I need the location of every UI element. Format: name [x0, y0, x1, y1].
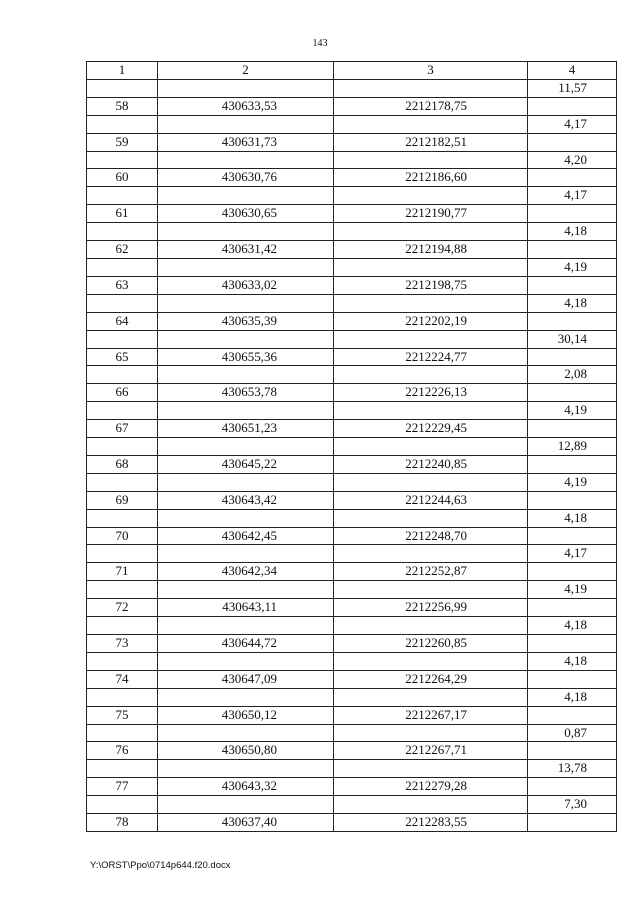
- table-row: [87, 97, 617, 115]
- distance-cell: 4,19: [528, 402, 617, 420]
- table-row: [87, 223, 617, 241]
- x-coordinate-cell: [158, 330, 334, 348]
- point-number-cell: [87, 258, 158, 276]
- point-number-cell: 69: [87, 491, 158, 509]
- x-coordinate-cell: 430655,36: [158, 348, 334, 366]
- distance-cell: [528, 814, 617, 832]
- x-coordinate-cell: [158, 115, 334, 133]
- table-row: [87, 330, 617, 348]
- point-number-cell: 72: [87, 599, 158, 617]
- y-coordinate-cell: 2212267,71: [334, 742, 528, 760]
- header-col-4: 4: [528, 62, 617, 80]
- y-coordinate-cell: 2212240,85: [334, 455, 528, 473]
- x-coordinate-cell: 430643,11: [158, 599, 334, 617]
- x-coordinate-cell: 430650,80: [158, 742, 334, 760]
- x-coordinate-cell: [158, 796, 334, 814]
- y-coordinate-cell: [334, 438, 528, 456]
- table-row: [87, 652, 617, 670]
- point-number-cell: 67: [87, 420, 158, 438]
- table-row: [87, 366, 617, 384]
- x-coordinate-cell: [158, 509, 334, 527]
- distance-cell: [528, 706, 617, 724]
- distance-cell: [528, 384, 617, 402]
- table-row: [87, 205, 617, 223]
- point-number-cell: [87, 617, 158, 635]
- table-row: [87, 294, 617, 312]
- y-coordinate-cell: [334, 473, 528, 491]
- y-coordinate-cell: 2212202,19: [334, 312, 528, 330]
- table-row: [87, 760, 617, 778]
- table-row: [87, 258, 617, 276]
- y-coordinate-cell: 2212194,88: [334, 241, 528, 259]
- distance-cell: 4,19: [528, 258, 617, 276]
- y-coordinate-cell: 2212182,51: [334, 133, 528, 151]
- y-coordinate-cell: 2212224,77: [334, 348, 528, 366]
- x-coordinate-cell: [158, 688, 334, 706]
- x-coordinate-cell: 430633,53: [158, 97, 334, 115]
- table-row: [87, 187, 617, 205]
- table-row: [87, 509, 617, 527]
- point-number-cell: 60: [87, 169, 158, 187]
- y-coordinate-cell: [334, 724, 528, 742]
- point-number-cell: [87, 151, 158, 169]
- table-row: [87, 599, 617, 617]
- table-row: [87, 545, 617, 563]
- distance-cell: [528, 742, 617, 760]
- distance-cell: [528, 778, 617, 796]
- x-coordinate-cell: [158, 402, 334, 420]
- point-number-cell: [87, 724, 158, 742]
- point-number-cell: [87, 581, 158, 599]
- x-coordinate-cell: [158, 258, 334, 276]
- distance-cell: [528, 312, 617, 330]
- point-number-cell: 66: [87, 384, 158, 402]
- distance-cell: [528, 241, 617, 259]
- point-number-cell: [87, 438, 158, 456]
- y-coordinate-cell: 2212256,99: [334, 599, 528, 617]
- table-row: [87, 79, 617, 97]
- table-row: [87, 402, 617, 420]
- distance-cell: [528, 563, 617, 581]
- table-row: [87, 241, 617, 259]
- table-row: [87, 169, 617, 187]
- x-coordinate-cell: 430630,76: [158, 169, 334, 187]
- x-coordinate-cell: 430647,09: [158, 670, 334, 688]
- distance-cell: 30,14: [528, 330, 617, 348]
- point-number-cell: 71: [87, 563, 158, 581]
- distance-cell: 12,89: [528, 438, 617, 456]
- y-coordinate-cell: [334, 545, 528, 563]
- distance-cell: 4,18: [528, 652, 617, 670]
- distance-cell: [528, 348, 617, 366]
- x-coordinate-cell: 430650,12: [158, 706, 334, 724]
- y-coordinate-cell: [334, 402, 528, 420]
- x-coordinate-cell: 430643,32: [158, 778, 334, 796]
- table-row: [87, 742, 617, 760]
- page-number: 143: [312, 38, 328, 49]
- distance-cell: [528, 527, 617, 545]
- distance-cell: 4,17: [528, 545, 617, 563]
- point-number-cell: [87, 509, 158, 527]
- y-coordinate-cell: [334, 115, 528, 133]
- x-coordinate-cell: 430633,02: [158, 276, 334, 294]
- y-coordinate-cell: 2212248,70: [334, 527, 528, 545]
- distance-cell: 4,18: [528, 509, 617, 527]
- footer-file-path: Y:\ORST\Ppo\0714p644.f20.docx: [90, 860, 231, 871]
- distance-cell: 4,17: [528, 115, 617, 133]
- distance-cell: [528, 491, 617, 509]
- point-number-cell: 68: [87, 455, 158, 473]
- table-row: [87, 563, 617, 581]
- point-number-cell: 76: [87, 742, 158, 760]
- table-body: [87, 79, 617, 831]
- table-row: [87, 581, 617, 599]
- table-row: [87, 617, 617, 635]
- distance-cell: [528, 205, 617, 223]
- point-number-cell: [87, 760, 158, 778]
- y-coordinate-cell: [334, 223, 528, 241]
- table-row: [87, 276, 617, 294]
- point-number-cell: [87, 688, 158, 706]
- distance-cell: 4,18: [528, 617, 617, 635]
- x-coordinate-cell: 430651,23: [158, 420, 334, 438]
- y-coordinate-cell: 2212178,75: [334, 97, 528, 115]
- y-coordinate-cell: [334, 187, 528, 205]
- y-coordinate-cell: [334, 688, 528, 706]
- header-col-1: 1: [87, 62, 158, 80]
- point-number-cell: [87, 545, 158, 563]
- table-row: [87, 670, 617, 688]
- point-number-cell: 75: [87, 706, 158, 724]
- distance-cell: 13,78: [528, 760, 617, 778]
- y-coordinate-cell: [334, 796, 528, 814]
- point-number-cell: [87, 223, 158, 241]
- x-coordinate-cell: 430642,34: [158, 563, 334, 581]
- header-col-3: 3: [334, 62, 528, 80]
- table-row: [87, 115, 617, 133]
- x-coordinate-cell: 430653,78: [158, 384, 334, 402]
- header-col-2: 2: [158, 62, 334, 80]
- point-number-cell: 58: [87, 97, 158, 115]
- x-coordinate-cell: [158, 724, 334, 742]
- distance-cell: 4,19: [528, 473, 617, 491]
- distance-cell: [528, 420, 617, 438]
- x-coordinate-cell: 430631,73: [158, 133, 334, 151]
- x-coordinate-cell: 430644,72: [158, 635, 334, 653]
- distance-cell: 4,17: [528, 187, 617, 205]
- x-coordinate-cell: [158, 617, 334, 635]
- x-coordinate-cell: [158, 187, 334, 205]
- point-number-cell: 59: [87, 133, 158, 151]
- distance-cell: 7,30: [528, 796, 617, 814]
- x-coordinate-cell: [158, 545, 334, 563]
- y-coordinate-cell: [334, 258, 528, 276]
- x-coordinate-cell: 430631,42: [158, 241, 334, 259]
- y-coordinate-cell: 2212283,55: [334, 814, 528, 832]
- x-coordinate-cell: [158, 473, 334, 491]
- point-number-cell: 65: [87, 348, 158, 366]
- x-coordinate-cell: [158, 294, 334, 312]
- distance-cell: 4,18: [528, 688, 617, 706]
- point-number-cell: 74: [87, 670, 158, 688]
- y-coordinate-cell: 2212186,60: [334, 169, 528, 187]
- point-number-cell: [87, 652, 158, 670]
- table-row: [87, 688, 617, 706]
- distance-cell: [528, 169, 617, 187]
- point-number-cell: 70: [87, 527, 158, 545]
- table-row: [87, 635, 617, 653]
- distance-cell: [528, 455, 617, 473]
- point-number-cell: [87, 473, 158, 491]
- table-row: [87, 384, 617, 402]
- distance-cell: [528, 276, 617, 294]
- table-row: [87, 814, 617, 832]
- x-coordinate-cell: [158, 151, 334, 169]
- distance-cell: 2,08: [528, 366, 617, 384]
- y-coordinate-cell: 2212267,17: [334, 706, 528, 724]
- y-coordinate-cell: 2212264,29: [334, 670, 528, 688]
- y-coordinate-cell: [334, 79, 528, 97]
- x-coordinate-cell: [158, 223, 334, 241]
- y-coordinate-cell: [334, 151, 528, 169]
- table-row: [87, 348, 617, 366]
- distance-cell: [528, 670, 617, 688]
- y-coordinate-cell: 2212279,28: [334, 778, 528, 796]
- x-coordinate-cell: [158, 581, 334, 599]
- y-coordinate-cell: 2212190,77: [334, 205, 528, 223]
- table-row: [87, 312, 617, 330]
- x-coordinate-cell: [158, 438, 334, 456]
- y-coordinate-cell: [334, 581, 528, 599]
- x-coordinate-cell: 430645,22: [158, 455, 334, 473]
- y-coordinate-cell: 2212229,45: [334, 420, 528, 438]
- y-coordinate-cell: [334, 617, 528, 635]
- table-row: [87, 796, 617, 814]
- point-number-cell: [87, 402, 158, 420]
- distance-cell: [528, 133, 617, 151]
- point-number-cell: 73: [87, 635, 158, 653]
- x-coordinate-cell: [158, 652, 334, 670]
- table-row: [87, 473, 617, 491]
- table-row: [87, 724, 617, 742]
- point-number-cell: [87, 79, 158, 97]
- distance-cell: 0,87: [528, 724, 617, 742]
- point-number-cell: [87, 294, 158, 312]
- y-coordinate-cell: [334, 294, 528, 312]
- table-row: [87, 133, 617, 151]
- point-number-cell: 64: [87, 312, 158, 330]
- y-coordinate-cell: 2212244,63: [334, 491, 528, 509]
- coordinates-table: [86, 61, 617, 832]
- distance-cell: 4,18: [528, 223, 617, 241]
- y-coordinate-cell: [334, 652, 528, 670]
- y-coordinate-cell: [334, 330, 528, 348]
- point-number-cell: [87, 796, 158, 814]
- point-number-cell: [87, 330, 158, 348]
- y-coordinate-cell: 2212198,75: [334, 276, 528, 294]
- distance-cell: 4,20: [528, 151, 617, 169]
- y-coordinate-cell: [334, 760, 528, 778]
- table-row: [87, 778, 617, 796]
- point-number-cell: 78: [87, 814, 158, 832]
- table-row: [87, 455, 617, 473]
- point-number-cell: [87, 115, 158, 133]
- table-header-row: [87, 62, 617, 80]
- table-row: [87, 527, 617, 545]
- point-number-cell: 63: [87, 276, 158, 294]
- x-coordinate-cell: 430630,65: [158, 205, 334, 223]
- distance-cell: 4,19: [528, 581, 617, 599]
- table-row: [87, 438, 617, 456]
- y-coordinate-cell: 2212226,13: [334, 384, 528, 402]
- distance-cell: 4,18: [528, 294, 617, 312]
- distance-cell: 11,57: [528, 79, 617, 97]
- x-coordinate-cell: 430637,40: [158, 814, 334, 832]
- point-number-cell: 77: [87, 778, 158, 796]
- distance-cell: [528, 97, 617, 115]
- x-coordinate-cell: 430635,39: [158, 312, 334, 330]
- table-row: [87, 151, 617, 169]
- point-number-cell: 61: [87, 205, 158, 223]
- x-coordinate-cell: 430643,42: [158, 491, 334, 509]
- x-coordinate-cell: [158, 760, 334, 778]
- point-number-cell: 62: [87, 241, 158, 259]
- table-row: [87, 491, 617, 509]
- point-number-cell: [87, 366, 158, 384]
- x-coordinate-cell: 430642,45: [158, 527, 334, 545]
- x-coordinate-cell: [158, 79, 334, 97]
- table-row: [87, 706, 617, 724]
- distance-cell: [528, 635, 617, 653]
- point-number-cell: [87, 187, 158, 205]
- y-coordinate-cell: 2212260,85: [334, 635, 528, 653]
- y-coordinate-cell: [334, 366, 528, 384]
- x-coordinate-cell: [158, 366, 334, 384]
- distance-cell: [528, 599, 617, 617]
- y-coordinate-cell: 2212252,87: [334, 563, 528, 581]
- y-coordinate-cell: [334, 509, 528, 527]
- table-row: [87, 420, 617, 438]
